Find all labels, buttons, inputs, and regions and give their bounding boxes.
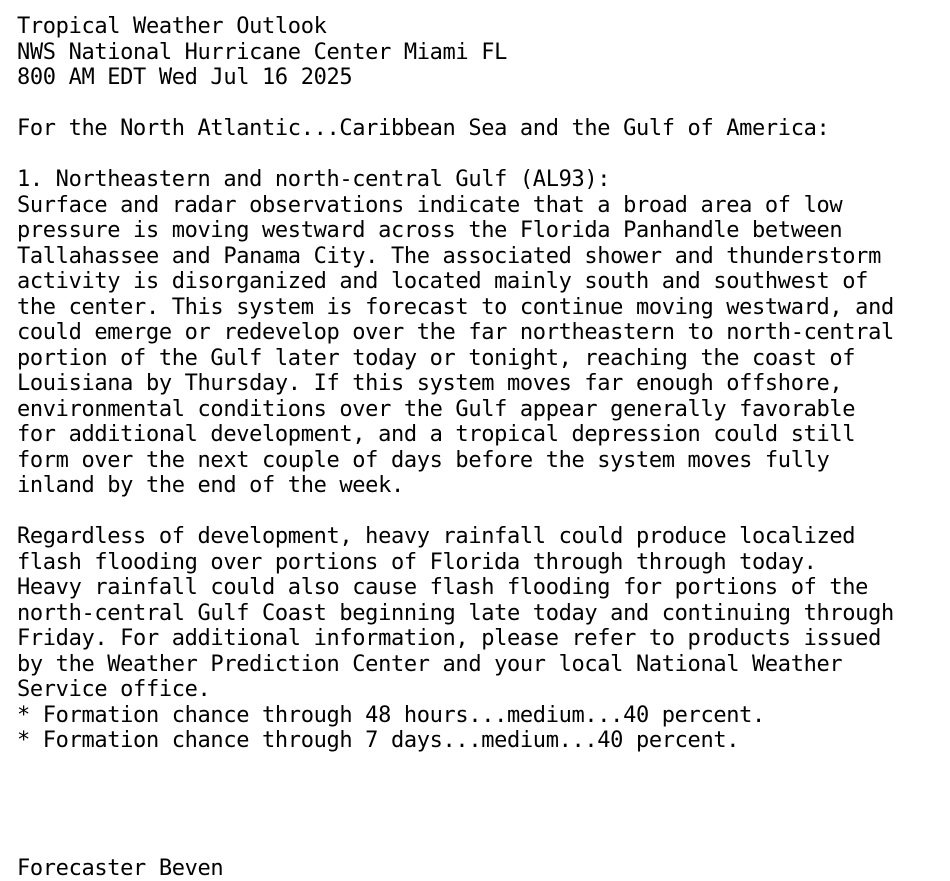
- discussion-line: form over the next couple of days before the system moves fully: [17, 448, 894, 474]
- system-heading: 1. Northeastern and north-central Gulf (AL93):: [17, 167, 894, 193]
- rainfall-line: Service office.: [17, 677, 894, 703]
- rainfall-line: by the Weather Prediction Center and your local National Weather: [17, 652, 894, 678]
- blank-line: [17, 754, 894, 780]
- issuing-office: NWS National Hurricane Center Miami FL: [17, 40, 894, 66]
- formation-chance-7d: * Formation chance through 7 days...medium...40 percent.: [17, 728, 894, 754]
- blank-line: [17, 499, 894, 525]
- discussion-line: Surface and radar observations indicate that a broad area of low: [17, 193, 894, 219]
- discussion-line: environmental conditions over the Gulf appear generally favorable: [17, 397, 894, 423]
- discussion-line: portion of the Gulf later today or tonight, reaching the coast of: [17, 346, 894, 372]
- rainfall-line: Heavy rainfall could also cause flash flooding for portions of the: [17, 575, 894, 601]
- rainfall-line: flash flooding over portions of Florida through through today.: [17, 550, 894, 576]
- discussion-line: for additional development, and a tropical depression could still: [17, 422, 894, 448]
- product-title: Tropical Weather Outlook: [17, 14, 894, 40]
- discussion-line: pressure is moving westward across the Florida Panhandle between: [17, 218, 894, 244]
- area-statement: For the North Atlantic...Caribbean Sea and the Gulf of America:: [17, 116, 894, 142]
- discussion-line: the center. This system is forecast to continue moving westward, and: [17, 295, 894, 321]
- discussion-line: activity is disorganized and located mainly south and southwest of: [17, 269, 894, 295]
- blank-line: [17, 91, 894, 117]
- discussion-line: inland by the end of the week.: [17, 473, 894, 499]
- blank-line: [17, 779, 894, 805]
- discussion-line: Tallahassee and Panama City. The associated shower and thunderstorm: [17, 244, 894, 270]
- blank-line: [17, 830, 894, 856]
- outlook-text: [17, 14, 894, 881]
- discussion-line: could emerge or redevelop over the far northeastern to north-central: [17, 320, 894, 346]
- issue-time: 800 AM EDT Wed Jul 16 2025: [17, 65, 894, 91]
- discussion-line: Louisiana by Thursday. If this system moves far enough offshore,: [17, 371, 894, 397]
- rainfall-line: Friday. For additional information, please refer to products issued: [17, 626, 894, 652]
- rainfall-line: Regardless of development, heavy rainfall could produce localized: [17, 524, 894, 550]
- rainfall-line: north-central Gulf Coast beginning late today and continuing through: [17, 601, 894, 627]
- blank-line: [17, 142, 894, 168]
- forecaster-signature: Forecaster Beven: [17, 856, 894, 881]
- formation-chance-48h: * Formation chance through 48 hours...medium...40 percent.: [17, 703, 894, 729]
- blank-line: [17, 805, 894, 831]
